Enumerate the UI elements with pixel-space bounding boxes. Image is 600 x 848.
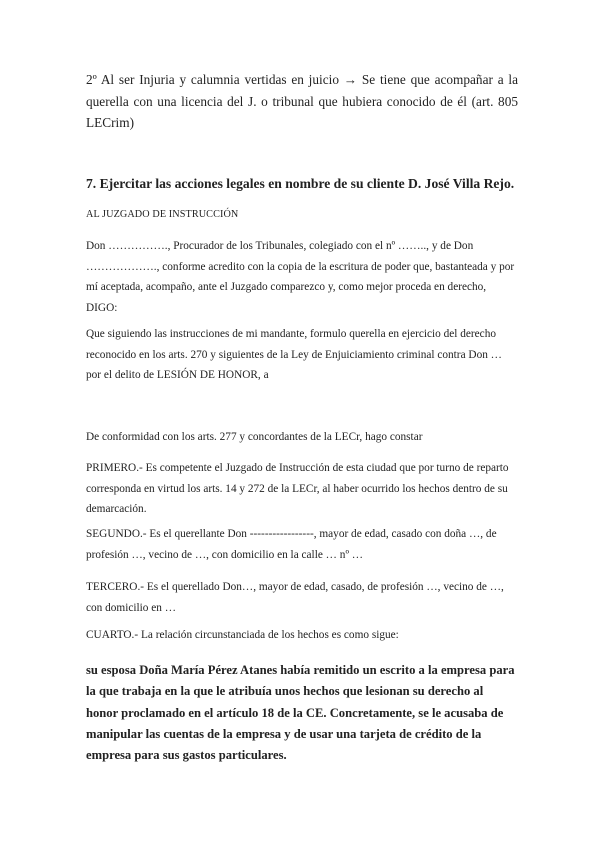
section-heading: 7. Ejercitar las acciones legales en nombre de su cliente D. José Villa Rejo.: [86, 176, 515, 191]
paragraph-segundo: SEGUNDO.- Es el querellante Don -----------------, mayor de edad, casado con doña …, de profesión …, vecino de …, con domicilio en la calle … nº …: [86, 528, 497, 561]
paragraph-don: Don ……………., Procurador de los Tribunales, colegiado con el nº …….., y de Don ………………., conforme acredito con la copia de la escritura de poder que, bastanteada y por mí aceptada, acompaño, ante el Juzgado comparezco y, como mejor proceda en derecho, DIGO:: [86, 240, 515, 314]
paragraph-querella: Que siguiendo las instrucciones de mi mandante, formulo querella en ejercicio del derecho reconocido en los arts. 270 y siguientes de la Ley de Enjuiciamiento criminal contra Don … por el delito de LESIÓN DE HONOR, a: [86, 328, 502, 381]
paragraph-cuarto: CUARTO.- La relación circunstanciada de los hechos es como sigue:: [86, 629, 399, 641]
court-addressee: AL JUZGADO DE INSTRUCCIÓN: [86, 209, 239, 220]
facts-paragraph: su esposa Doña María Pérez Atanes había remitido un escrito a la empresa para la que trabaja en la que le atribuía unos hechos que lesionan su derecho al honor proclamado en el artículo 18 de la CE. Concretamente, se le acusaba de manipular las cuentas de la empresa y de usar una tarjeta de crédito de la empresa para sus gastos particulares.: [86, 663, 515, 763]
paragraph-primero: PRIMERO.- Es competente el Juzgado de Instrucción de esta ciudad que por turno de reparto corresponda en virtud los arts. 14 y 272 de la LECr, al haber ocurrido los hechos dentro de su demarcación.: [86, 462, 509, 515]
intro-paragraph: 2º Al ser Injuria y calumnia vertidas en juicio → Se tiene que acompañar a la querella con una licencia del J. o tribunal que hubiera conocido de él (art. 805 LECrim): [86, 72, 518, 130]
paragraph-tercero: TERCERO.- Es el querellado Don…, mayor de edad, casado, de profesión …, vecino de …, con domicilio en …: [86, 581, 504, 614]
paragraph-conformidad: De conformidad con los arts. 277 y concordantes de la LECr, hago constar: [86, 431, 423, 443]
